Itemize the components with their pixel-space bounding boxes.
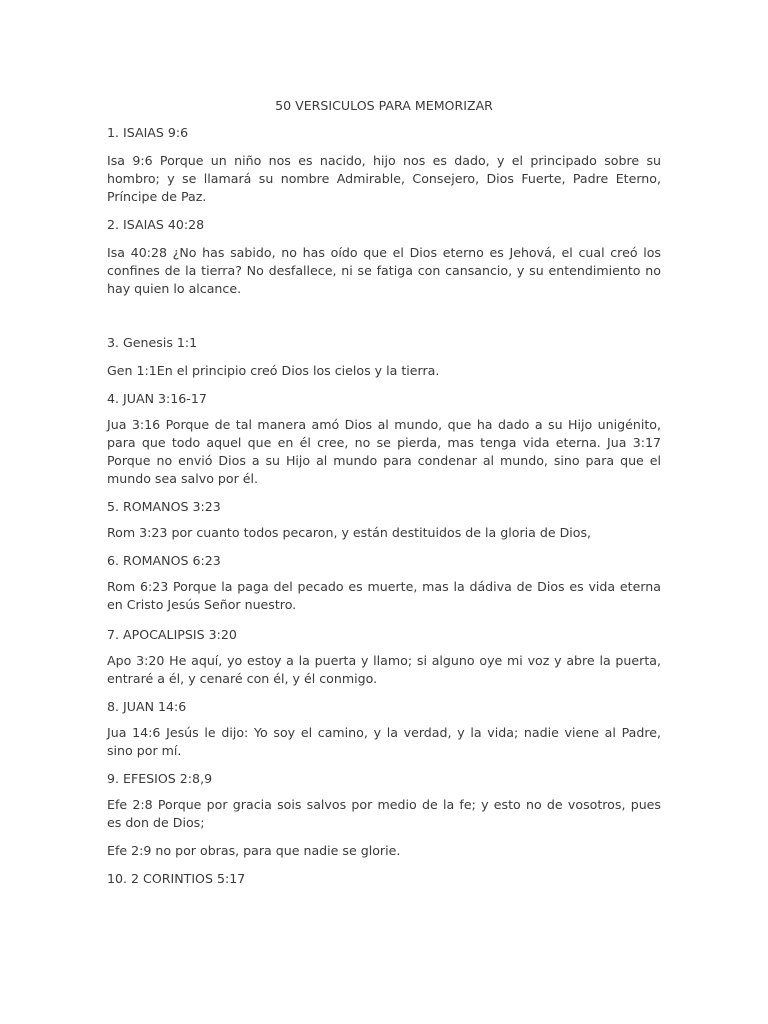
verse-heading: 8. JUAN 14:6 [107,699,187,714]
verse-line: Efe 2:8 Porque por gracia sois salvos por medio de la fe; y esto no de vosotros, pues [107,797,661,812]
verse-heading: 3. Genesis 1:1 [107,335,198,350]
verse-line: en Cristo Jesús Señor nuestro. [107,597,297,612]
verse-line: Apo 3:20 He aquí, yo estoy a la puerta y llamo; si alguno oye mi voz y abre la puerta, [107,653,661,668]
verse-line: Jua 3:16 Porque de tal manera amó Dios al mundo, que ha dado a su Hijo unigénito, [107,417,661,432]
verse-heading: 6. ROMANOS 6:23 [107,553,221,568]
verse-text [107,724,661,760]
verse-line: mundo sea salvo por él. [107,471,259,486]
verse-heading: 2. ISAIAS 40:28 [107,217,205,232]
verse-heading: 4. JUAN 3:16-17 [107,391,207,406]
verse-line: sino por mí. [107,743,182,758]
verse-line: hay quien lo alcance. [107,281,242,296]
verse-line: Isa 40:28 ¿No has sabido, no has oído que el Dios eterno es Jehová, el cual creó los [107,245,661,260]
verse-line: hombro; y se llamará su nombre Admirable, Consejero, Dios Fuerte, Padre Eterno, [107,171,661,186]
verse-line: Príncipe de Paz. [107,189,207,204]
verse-line: Gen 1:1En el principio creó Dios los cielos y la tierra. [107,363,440,378]
verse-line: Rom 6:23 Porque la paga del pecado es muerte, mas la dádiva de Dios es vida eterna [107,579,661,594]
verse-heading: 1. ISAIAS 9:6 [107,125,189,140]
verse-line: Jua 14:6 Jesús le dijo: Yo soy el camino, y la verdad, y la vida; nadie viene al Padre, [107,725,661,740]
verse-line: Efe 2:9 no por obras, para que nadie se glorie. [107,843,401,858]
verse-line: entraré a él, y cenaré con él, y él conmigo. [107,671,378,686]
verse-text [107,362,661,380]
document-title: 50 VERSICULOS PARA MEMORIZAR [275,98,493,113]
verse-text [107,578,661,614]
verse-line: Porque no envió Dios a su Hijo al mundo para condenar al mundo, sino para que el [107,453,661,468]
verse-line: para que todo aquel que en él cree, no se pierda, mas tenga vida eterna. Jua 3:17 [107,435,661,450]
verse-heading: 10. 2 CORINTIOS 5:17 [107,871,246,886]
verse-line: es don de Dios; [107,815,205,830]
verse-text [107,152,661,206]
verse-heading: 9. EFESIOS 2:8,9 [107,771,213,786]
verse-text [107,524,661,542]
verse-heading: 7. APOCALIPSIS 3:20 [107,627,237,642]
verse-text [107,842,661,860]
verse-line: Rom 3:23 por cuanto todos pecaron, y están destituidos de la gloria de Dios, [107,525,592,540]
verse-text [107,416,661,488]
verse-heading: 5. ROMANOS 3:23 [107,499,221,514]
verse-line: Isa 9:6 Porque un niño nos es nacido, hijo nos es dado, y el principado sobre su [107,153,661,168]
verse-text [107,796,661,832]
verse-line: confines de la tierra? No desfallece, ni se fatiga con cansancio, y su entendimiento no [107,263,661,278]
verse-text [107,652,661,688]
verse-text [107,244,661,298]
